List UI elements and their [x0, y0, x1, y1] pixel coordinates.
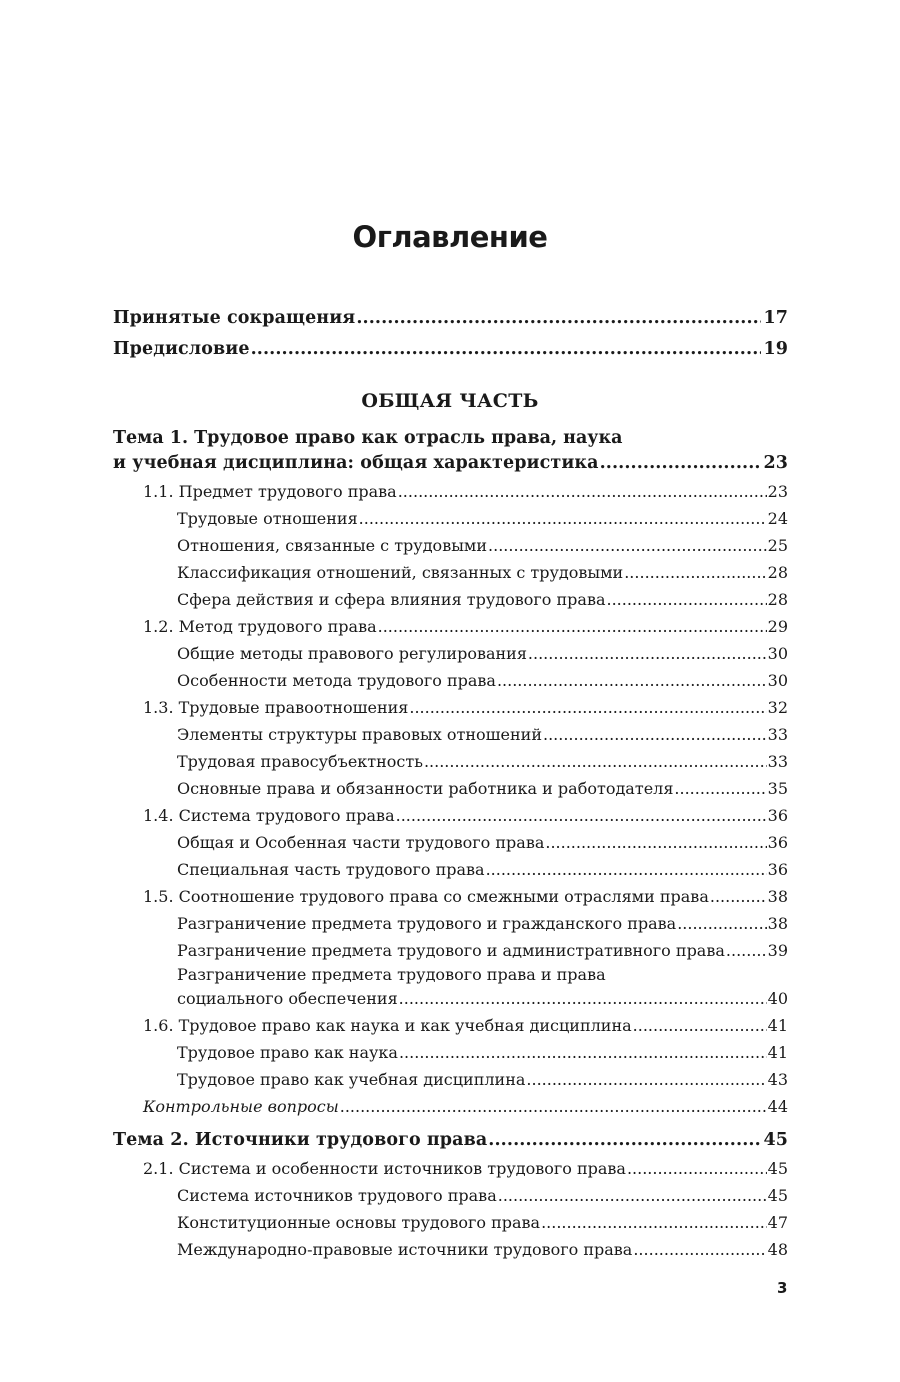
toc-entry-page: 47 [767, 1213, 788, 1232]
toc-entry-label: 2.1. Система и особенности источников трудового права [143, 1159, 626, 1178]
toc-entry-label: Классификация отношений, связанных с трудовыми [177, 563, 624, 582]
toc-entry-label: 1.2. Метод трудового права [143, 617, 377, 636]
toc-entry-page: 41 [767, 1016, 788, 1035]
toc-subentry[interactable] [177, 989, 788, 1008]
toc-entry-1-2[interactable] [143, 617, 788, 636]
toc-entry-page: 40 [767, 989, 788, 1008]
toc-entry-topic-1[interactable] [113, 453, 788, 473]
leader-dots [359, 509, 767, 528]
leader-dots [356, 308, 761, 328]
toc-entry-1-5[interactable] [143, 887, 788, 906]
leader-dots [398, 482, 767, 501]
toc-subentry[interactable] [177, 725, 788, 744]
section-heading: ОБЩАЯ ЧАСТЬ [361, 390, 539, 412]
toc-subentry[interactable] [177, 914, 788, 933]
toc-entry-1-1[interactable] [143, 482, 788, 501]
toc-entry-label: Трудовое право как учебная дисциплина [177, 1070, 526, 1089]
toc-entry-page: 28 [767, 563, 788, 582]
toc-subentry[interactable] [177, 563, 788, 582]
toc-entry-review-questions[interactable] [143, 1097, 788, 1116]
leader-dots [710, 887, 767, 906]
leader-dots [674, 779, 766, 798]
toc-entry-label: Система источников трудового права [177, 1186, 497, 1205]
toc-entry-page: 45 [763, 1130, 788, 1150]
toc-entry-page: 29 [767, 617, 788, 636]
toc-subentry[interactable] [177, 671, 788, 690]
toc-entry-label: Международно-правовые источники трудового права [177, 1240, 633, 1259]
toc-entry-label: 1.3. Трудовые правоотношения [143, 698, 409, 717]
toc-entry-page: 33 [767, 725, 788, 744]
toc-entry-label: Отношения, связанные с трудовыми [177, 536, 488, 555]
toc-entry-page: 43 [767, 1070, 788, 1089]
toc-subentry[interactable] [177, 941, 788, 960]
leader-dots [409, 698, 766, 717]
leader-dots [251, 339, 761, 359]
toc-entry-label: 1.6. Трудовое право как наука и как учебная дисциплина [143, 1016, 632, 1035]
page-title: Оглавление [352, 220, 548, 254]
toc-entry-page: 19 [763, 339, 788, 359]
toc-subentry-line1: Разграничение предмета трудового права и права [177, 965, 606, 984]
toc-entry-2-1[interactable] [143, 1159, 788, 1178]
toc-subentry[interactable] [177, 1213, 788, 1232]
toc-subentry[interactable] [177, 779, 788, 798]
toc-entry-page: 17 [763, 308, 788, 328]
toc-entry-page: 35 [767, 779, 788, 798]
leader-dots [541, 1213, 767, 1232]
toc-entry-page: 44 [767, 1097, 788, 1116]
leader-dots [677, 914, 766, 933]
leader-dots [488, 1130, 761, 1150]
toc-subentry[interactable] [177, 509, 788, 528]
toc-subentry[interactable] [177, 590, 788, 609]
page-number: 3 [777, 1279, 788, 1297]
toc-entry-label: Разграничение предмета трудового и гражданского права [177, 914, 677, 933]
leader-dots [543, 725, 767, 744]
toc-entry-page: 32 [767, 698, 788, 717]
toc-subentry[interactable] [177, 536, 788, 555]
toc-entry-label: Контрольные вопросы [143, 1097, 339, 1116]
toc-entry-label: 1.5. Соотношение трудового права со смежными отраслями права [143, 887, 709, 906]
toc-entry-page: 45 [767, 1159, 788, 1178]
leader-dots [624, 563, 766, 582]
toc-entry-1-4[interactable] [143, 806, 788, 825]
toc-entry-label: Принятые сокращения [113, 308, 356, 328]
toc-entry-preface[interactable] [113, 339, 788, 359]
toc-entry-page: 28 [767, 590, 788, 609]
toc-entry-label: и учебная дисциплина: общая характеристика [113, 453, 599, 473]
toc-entry-abbreviations[interactable] [113, 308, 788, 328]
toc-entry-label: 1.1. Предмет трудового права [143, 482, 397, 501]
leader-dots [528, 644, 767, 663]
toc-entry-label: Особенности метода трудового права [177, 671, 496, 690]
leader-dots [424, 752, 767, 771]
leader-dots [545, 833, 766, 852]
toc-entry-label: Сфера действия и сфера влияния трудового права [177, 590, 606, 609]
toc-entry-label: Основные права и обязанности работника и работодателя [177, 779, 674, 798]
toc-subentry[interactable] [177, 644, 788, 663]
toc-entry-page: 36 [767, 860, 788, 879]
toc-entry-page: 30 [767, 644, 788, 663]
toc-subentry[interactable] [177, 860, 788, 879]
toc-entry-page: 36 [767, 833, 788, 852]
toc-entry-page: 38 [767, 914, 788, 933]
toc-entry-label: Трудовые отношения [177, 509, 358, 528]
toc-entry-1-3[interactable] [143, 698, 788, 717]
leader-dots [726, 941, 767, 960]
toc-subentry[interactable] [177, 1186, 788, 1205]
toc-entry-topic-2[interactable] [113, 1130, 788, 1150]
leader-dots [526, 1070, 766, 1089]
leader-dots [399, 989, 767, 1008]
toc-entry-page: 30 [767, 671, 788, 690]
leader-dots [627, 1159, 767, 1178]
leader-dots [340, 1097, 767, 1116]
toc-entry-page: 48 [767, 1240, 788, 1259]
toc-subentry[interactable] [177, 1043, 788, 1062]
toc-entry-label: Трудовое право как наука [177, 1043, 398, 1062]
toc-entry-page: 23 [763, 453, 788, 473]
toc-entry-label: Трудовая правосубъектность [177, 752, 423, 771]
leader-dots [633, 1240, 766, 1259]
toc-subentry[interactable] [177, 1070, 788, 1089]
toc-entry-1-6[interactable] [143, 1016, 788, 1035]
leader-dots [497, 671, 767, 690]
leader-dots [498, 1186, 767, 1205]
leader-dots [633, 1016, 767, 1035]
toc-entry-label: Элементы структуры правовых отношений [177, 725, 542, 744]
toc-entry-page: 33 [767, 752, 788, 771]
toc-subentry[interactable] [177, 752, 788, 771]
toc-entry-page: 41 [767, 1043, 788, 1062]
toc-entry-page: 38 [767, 887, 788, 906]
toc-entry-page: 25 [767, 536, 788, 555]
leader-dots [378, 617, 767, 636]
toc-entry-label: Общие методы правового регулирования [177, 644, 527, 663]
leader-dots [600, 453, 761, 473]
toc-subentry[interactable] [177, 1240, 788, 1259]
toc-entry-label: Конституционные основы трудового права [177, 1213, 541, 1232]
toc-entry-label: 1.4. Система трудового права [143, 806, 395, 825]
leader-dots [606, 590, 766, 609]
leader-dots [486, 860, 767, 879]
toc-entry-label: Тема 2. Источники трудового права [113, 1130, 488, 1150]
toc-entry-label: Предисловие [113, 339, 250, 359]
toc-entry-page: 45 [767, 1186, 788, 1205]
toc-entry-label: Специальная часть трудового права [177, 860, 485, 879]
leader-dots [488, 536, 767, 555]
toc-entry-page: 39 [767, 941, 788, 960]
leader-dots [399, 1043, 767, 1062]
toc-entry-page: 23 [767, 482, 788, 501]
leader-dots [396, 806, 767, 825]
toc-entry-page: 24 [767, 509, 788, 528]
toc-entry-topic-1-line1: Тема 1. Трудовое право как отрасль права, наука [113, 428, 623, 448]
toc-entry-page: 36 [767, 806, 788, 825]
toc-subentry[interactable] [177, 833, 788, 852]
toc-entry-label: социального обеспечения [177, 989, 398, 1008]
toc-entry-label: Разграничение предмета трудового и административного права [177, 941, 725, 960]
toc-entry-label: Общая и Особенная части трудового права [177, 833, 545, 852]
